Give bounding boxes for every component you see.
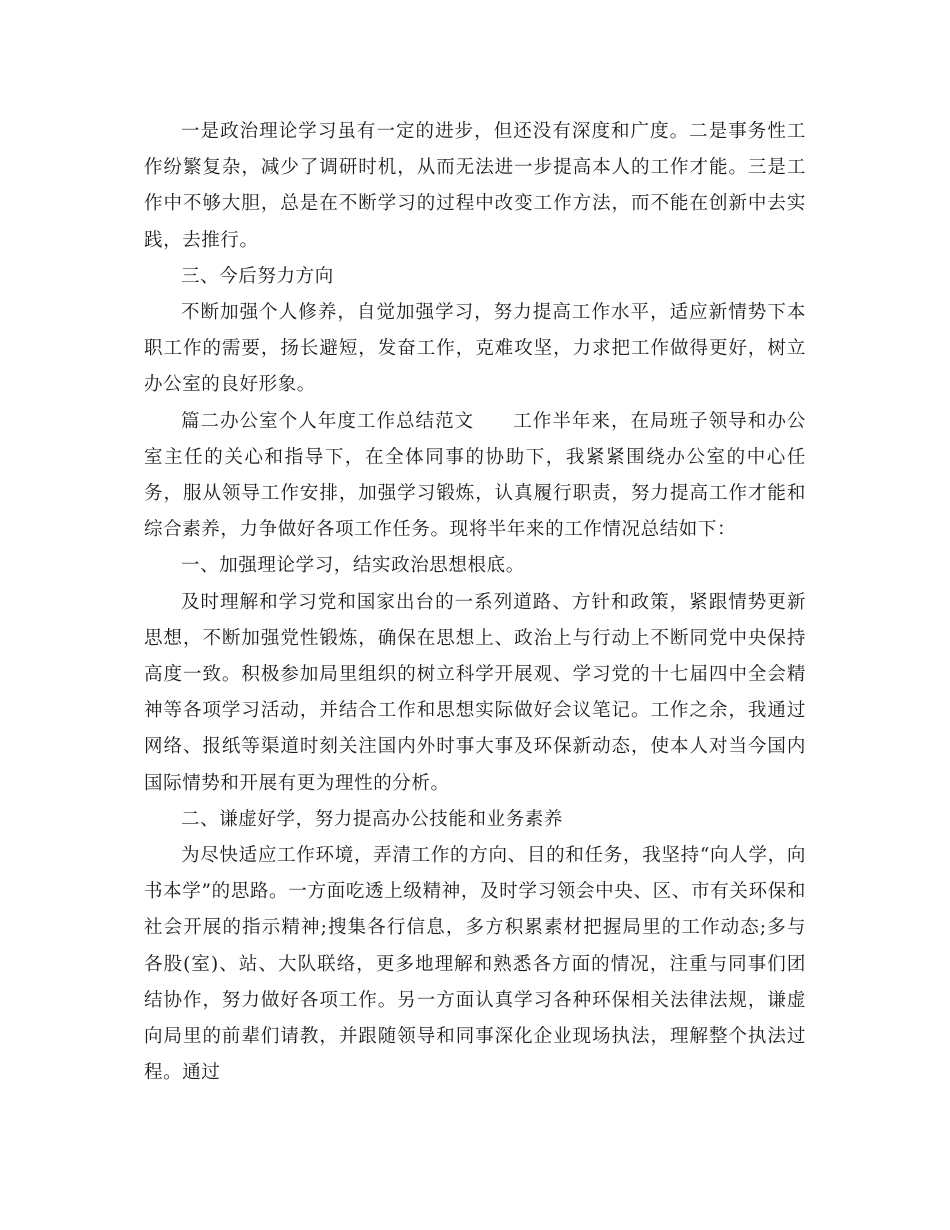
paragraph-article-two-intro: 篇二办公室个人年度工作总结范文 工作半年来，在局班子领导和办公室主任的关心和指导下，在全体同事的协助下，我紧紧围绕办公室的中心任务，服从领导工作安排，加强学习锻炼，认真履行职责，努力提高工作才能和综合素养，力争做好各项工作任务。现将半年来的工作情况总结如下： (144, 410, 806, 541)
heading-office-skills: 二、谦虚好学，努力提高办公技能和业务素养 (181, 808, 564, 830)
paragraph-office-skills: 为尽快适应工作环境，弄清工作的方向、目的和任务，我坚持“向人学，向书本学”的思路。一方面吃透上级精神，及时学习领会中央、区、市有关环保和社会开展的指示精神;搜集各行信息，多方积累素材把握局里的工作动态;多与各股(室)、站、大队联络，更多地理解和熟悉各方面的情况，注重与同事们团结协作，努力做好各项工作。另一方面认真学习各种环保相关法律法规，谦虚向局里的前辈们请教，并跟随领导和同事深化企业现场执法，理解整个执法过程。通过 (144, 845, 806, 1084)
paragraph-future-direction: 不断加强个人修养，自觉加强学习，努力提高工作水平，适应新情势下本职工作的需要，扬长避短，发奋工作，克难攻坚，力求把工作做得更好，树立办公室的良好形象。 (144, 302, 806, 396)
paragraph-shortcomings: 一是政治理论学习虽有一定的进步，但还没有深度和广度。二是事务性工作纷繁复杂，减少了调研时机，从而无法进一步提高本人的工作才能。三是工作中不够大胆，总是在不断学习的过程中改变工作方法，而不能在创新中去实践，去推行。 (144, 121, 806, 251)
document-body (144, 114, 806, 1091)
heading-theory-study: 一、加强理论学习，结实政治思想根底。 (181, 555, 525, 577)
heading-future-direction: 三、今后努力方向 (181, 265, 334, 287)
paragraph-theory-study: 及时理解和学习党和国家出台的一系列道路、方针和政策，紧跟情势更新思想，不断加强党性锻炼，确保在思想上、政治上与行动上不断同党中央保持高度一致。积极参加局里组织的树立科学开展观、学习党的十七届四中全会精神等各项学习活动，并结合工作和思想实际做好会议笔记。工作之余，我通过网络、报纸等渠道时刻关注国内外时事大事及环保新动态，使本人对当今国内国际情势和开展有更为理性的分析。 (144, 591, 806, 794)
